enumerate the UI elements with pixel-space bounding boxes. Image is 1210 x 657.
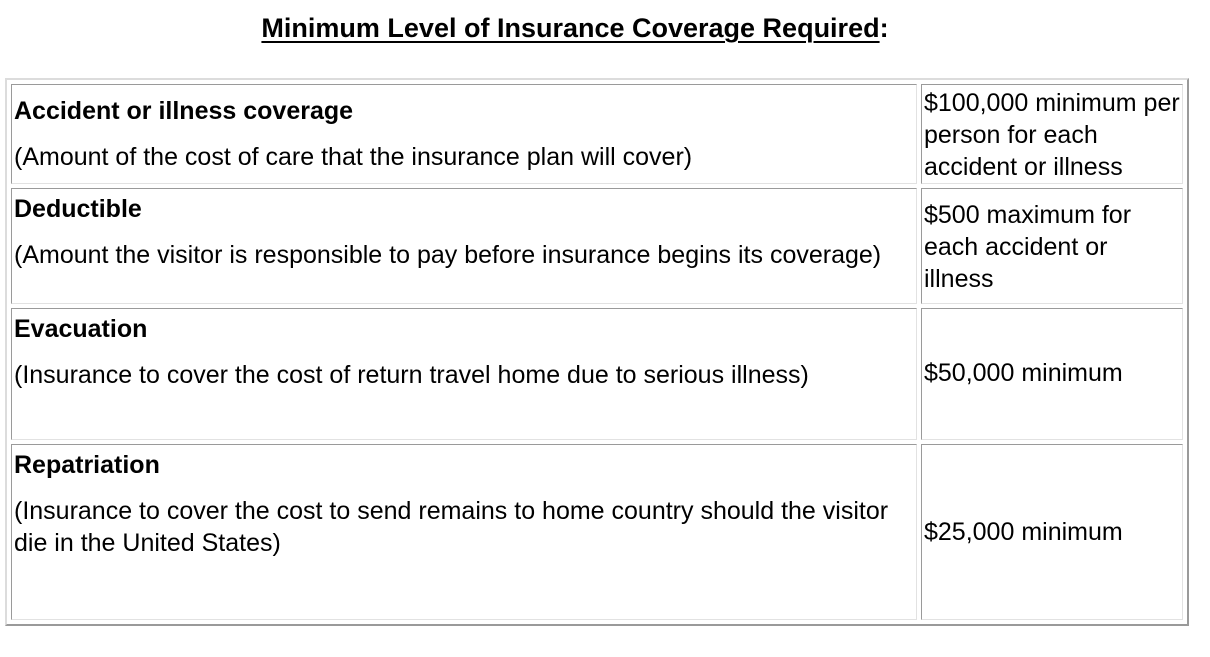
coverage-item-cell [11, 84, 917, 184]
coverage-item-cell [11, 308, 917, 440]
coverage-item-name: Deductible [14, 195, 142, 223]
coverage-item-description: (Amount the visitor is responsible to pay before insurance begins its coverage) [14, 241, 882, 269]
page-title-text: Minimum Level of Insurance Coverage Required [261, 13, 880, 43]
coverage-item-name: Repatriation [14, 451, 160, 479]
coverage-amount-cell [921, 444, 1183, 620]
coverage-item-name: Accident or illness coverage [14, 97, 354, 125]
coverage-amount: $100,000 minimum per person for each accident or illness [924, 89, 1180, 181]
table-row [11, 444, 1183, 620]
coverage-amount-cell [921, 308, 1183, 440]
coverage-amount-cell [921, 188, 1183, 304]
coverage-amount: $25,000 minimum [924, 518, 1123, 546]
coverage-item-description: (Insurance to cover the cost of return travel home due to serious illness) [14, 361, 809, 389]
coverage-item-cell [11, 444, 917, 620]
coverage-amount-cell [921, 84, 1183, 184]
page-title-colon: : [879, 13, 889, 43]
coverage-item-description: (Insurance to cover the cost to send remains to home country should the visitor die in the United States) [14, 497, 889, 557]
table-row [11, 84, 1183, 184]
table-row [11, 188, 1183, 304]
coverage-amount: $50,000 minimum [924, 359, 1123, 387]
coverage-item-description: (Amount of the cost of care that the insurance plan will cover) [14, 143, 693, 171]
coverage-amount: $500 maximum for each accident or illness [924, 201, 1132, 293]
coverage-table [5, 78, 1189, 626]
coverage-item-cell [11, 188, 917, 304]
coverage-item-name: Evacuation [14, 315, 148, 343]
page-title [0, 10, 1150, 46]
table-row [11, 308, 1183, 440]
